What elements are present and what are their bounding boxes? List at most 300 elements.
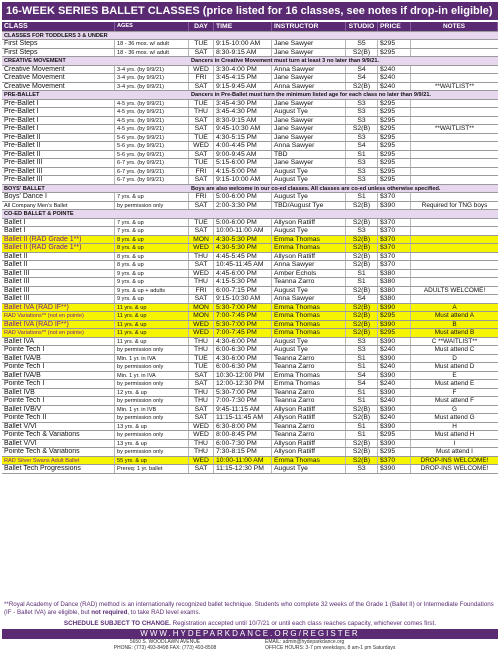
class-time: 6:00-6:30 PM xyxy=(214,363,272,371)
column-header-notes: NOTES xyxy=(411,22,498,31)
class-time: 10:45-11:45 AM xyxy=(214,261,272,269)
table-row xyxy=(2,397,498,406)
class-studio: S3 xyxy=(346,134,378,142)
class-name: Ballet IVA/B xyxy=(2,372,115,380)
table-row xyxy=(2,270,498,279)
class-day: WED xyxy=(189,431,214,439)
class-time: 7:30-8:15 PM xyxy=(214,448,272,456)
class-price: $390 xyxy=(378,423,411,431)
class-ages: 11 yrs. & up xyxy=(115,321,189,329)
class-day: THU xyxy=(189,338,214,346)
class-instructor: Anna Sawyer xyxy=(272,83,346,91)
class-name: Pointe Tech II xyxy=(2,414,115,422)
class-studio: S2(B) xyxy=(346,236,378,244)
class-name: All Company Men's Ballet xyxy=(2,202,115,210)
class-time: 4:45-5:45 PM xyxy=(214,253,272,261)
class-price: $380 xyxy=(378,278,411,286)
class-name: Ballet V/VI xyxy=(2,423,115,431)
class-price: $370 xyxy=(378,261,411,269)
class-price: $240 xyxy=(378,74,411,82)
class-ages: 5-6 yrs. (by 9/9/21) xyxy=(115,151,189,159)
class-ages: 55 yrs. & up xyxy=(115,457,189,465)
class-time: 5:00-6:00 PM xyxy=(214,219,272,227)
class-day: SAT xyxy=(189,125,214,133)
table-row xyxy=(2,202,498,211)
class-studio: S3 xyxy=(346,176,378,184)
class-time: 7:00-7:30 PM xyxy=(214,397,272,405)
table-row xyxy=(2,261,498,270)
class-ages: 4-5 yrs. (by 9/9/21) xyxy=(115,100,189,108)
class-name: Pre-Ballet II xyxy=(2,142,115,150)
class-day: TUE xyxy=(189,363,214,371)
class-time: 9:15-10:00 AM xyxy=(214,176,272,184)
class-notes: C **WAITLIST** xyxy=(431,337,478,345)
table-row xyxy=(2,312,498,321)
class-name: Pointe Tech I xyxy=(2,363,115,371)
class-ages: 11 yrs. & up xyxy=(115,338,189,346)
class-day: WED xyxy=(189,270,214,278)
class-time: 5:30-7:00 PM xyxy=(214,321,272,329)
class-instructor: Emma Thomas xyxy=(272,304,346,312)
class-studio: S4 xyxy=(346,295,378,303)
column-header-ages: AGES xyxy=(115,22,189,31)
table-row xyxy=(2,151,498,160)
class-name: Creative Movement xyxy=(2,66,115,74)
class-studio: S2(B) xyxy=(346,125,378,133)
class-studio: S4 xyxy=(346,142,378,150)
class-price: $295 xyxy=(378,117,411,125)
class-price: $370 xyxy=(378,236,411,244)
class-name: Ballet II (RAD Grade 1**) xyxy=(2,236,115,244)
column-header-class: CLASS xyxy=(2,22,115,31)
class-instructor: Teanna Zarro xyxy=(272,431,346,439)
class-instructor: Teanna Zarro xyxy=(272,278,346,286)
class-time: 5:30-7:00 PM xyxy=(214,389,272,397)
table-row xyxy=(2,414,498,423)
class-name: Ballet IVA (RAD IF**) xyxy=(2,321,115,329)
class-name: Pre-Ballet III xyxy=(2,168,115,176)
class-instructor: Jane Sawyer xyxy=(272,100,346,108)
class-studio: S1 xyxy=(346,431,378,439)
table-body xyxy=(2,32,498,474)
table-row xyxy=(2,304,498,313)
class-ages: 13 yrs. & up xyxy=(115,423,189,431)
class-day: THU xyxy=(189,440,214,448)
table-row xyxy=(2,329,498,338)
class-time: 9:15-10:00 AM xyxy=(214,40,272,48)
class-name: Pre-Ballet I xyxy=(2,100,115,108)
email[interactable]: EMAIL: admin@hydeparkdance.org xyxy=(265,639,345,645)
class-notes: DROP-INS WELCOME! xyxy=(420,456,489,464)
class-instructor: Jane Sawyer xyxy=(272,74,346,82)
class-notes: D xyxy=(452,354,457,362)
table-row xyxy=(2,83,498,92)
class-time: 4:00-4:45 PM xyxy=(214,142,272,150)
class-studio: S1 xyxy=(346,270,378,278)
schedule-notice-heading: SCHEDULE SUBJECT TO CHANGE. xyxy=(63,620,171,627)
class-instructor: Allyson Ratliff xyxy=(272,253,346,261)
footnote-text: **Royal Academy of Dance (RAD) method is an internationally recognized ballet technique. Students who complete 32 weeks of the Grade 1 (Ballet II) or Intermediate Foundations (IF - Ballet IVA) are eligible, but xyxy=(4,601,494,616)
class-studio: S4 xyxy=(346,66,378,74)
class-time: 7:00-7:45 PM xyxy=(214,312,272,320)
class-instructor: Emma Thomas xyxy=(272,457,346,465)
office-hours: OFFICE HOURS: 3-7 pm weekdays, 8 am-1 pm Saturdays xyxy=(265,645,396,651)
class-time: 10:00-11:00 AM xyxy=(214,227,272,235)
class-name: Ballet IVA/B xyxy=(2,355,115,363)
class-price: $390 xyxy=(378,202,411,210)
table-row xyxy=(2,125,498,134)
class-ages: 3-4 yrs. (by 9/9/21) xyxy=(115,83,189,91)
class-instructor: Emma Thomas xyxy=(272,244,346,252)
class-studio: S3 xyxy=(346,100,378,108)
class-name: Ballet I xyxy=(2,227,115,235)
column-header-row xyxy=(2,22,498,32)
class-day: SAT xyxy=(189,151,214,159)
class-ages: by permission only xyxy=(115,202,189,210)
class-price: $295 xyxy=(378,100,411,108)
class-time: 3:45-4:30 PM xyxy=(214,100,272,108)
class-ages: 13 yrs. & up xyxy=(115,440,189,448)
register-website-link[interactable]: WWW.HYDEPARKDANCE.ORG/REGISTER xyxy=(2,629,498,639)
class-studio: S2(B) xyxy=(346,312,378,320)
class-day: SAT xyxy=(189,414,214,422)
class-price: $295 xyxy=(378,448,411,456)
table-row xyxy=(2,346,498,355)
table-row xyxy=(2,193,498,202)
class-studio: S2(B) xyxy=(346,202,378,210)
schedule-notice-text: Registration accepted until 10/7/21 or until each class reaches capacity, whichever comes first. xyxy=(172,620,437,627)
class-ages: 11 yrs. & up xyxy=(115,329,189,337)
class-notes: Must attend F xyxy=(434,397,475,404)
class-instructor: Anna Sawyer xyxy=(272,142,346,150)
class-notes xyxy=(411,151,498,159)
class-ages: by permission only xyxy=(115,380,189,388)
class-notes xyxy=(411,176,498,184)
class-name: Ballet IVB/V xyxy=(2,406,115,414)
class-time: 4:30-5:30 PM xyxy=(214,244,272,252)
section-title: BOYS' BALLET xyxy=(4,185,45,192)
class-notes xyxy=(411,134,498,142)
class-name: First Steps xyxy=(2,40,115,48)
section-header-row xyxy=(2,210,498,219)
table-row xyxy=(2,465,498,474)
class-price: $295 xyxy=(378,176,411,184)
class-notes xyxy=(411,236,498,244)
class-time: 4:45-6:00 PM xyxy=(214,270,272,278)
address: 5650 S. WOODLAWN AVENUE xyxy=(129,639,201,645)
class-instructor: Jane Sawyer xyxy=(272,49,346,57)
table-row xyxy=(2,372,498,381)
class-studio: S3 xyxy=(346,159,378,167)
class-day: WED xyxy=(189,423,214,431)
class-ages: 3-4 yrs. (by 9/9/21) xyxy=(115,74,189,82)
class-notes xyxy=(411,295,498,303)
table-row xyxy=(2,457,498,466)
class-time: 8:30-9:15 AM xyxy=(214,117,272,125)
class-day: SAT xyxy=(189,295,214,303)
class-studio: S1 xyxy=(346,389,378,397)
class-price: $370 xyxy=(378,227,411,235)
class-day: TUE xyxy=(189,40,214,48)
column-header-time: TIME xyxy=(214,22,272,31)
class-instructor: Allyson Ratliff xyxy=(272,448,346,456)
class-price: $295 xyxy=(378,312,411,320)
class-ages: 9 yrs. & up xyxy=(115,295,189,303)
class-studio: S2(B) xyxy=(346,414,378,422)
class-ages: 11 yrs. & up xyxy=(115,304,189,312)
class-time: 4:15-5:30 PM xyxy=(214,278,272,286)
class-day: SAT xyxy=(189,227,214,235)
table-row xyxy=(2,431,498,440)
class-ages: by permission only xyxy=(115,397,189,405)
table-row xyxy=(2,244,498,253)
class-price: $370 xyxy=(378,219,411,227)
class-instructor: Teanna Zarro xyxy=(272,363,346,371)
class-day: SAT xyxy=(189,202,214,210)
class-ages: 4-5 yrs. (by 9/9/21) xyxy=(115,117,189,125)
class-name: Ballet IVB xyxy=(2,389,115,397)
class-ages: Min. 1 yr. in IVA xyxy=(115,372,189,380)
class-ages: 11 yrs. & up xyxy=(115,312,189,320)
class-name: First Steps xyxy=(2,49,115,57)
column-header-price: PRICE xyxy=(378,22,411,31)
class-notes: Must attend G xyxy=(434,414,475,421)
class-day: SAT xyxy=(189,117,214,125)
class-instructor: Allyson Ratliff xyxy=(272,440,346,448)
class-day: MON xyxy=(189,312,214,320)
class-notes: **WAITLIST** xyxy=(434,125,475,132)
class-notes: I xyxy=(453,439,456,447)
class-time: 4:30-6:00 PM xyxy=(214,338,272,346)
class-price: $240 xyxy=(378,66,411,74)
table-row xyxy=(2,448,498,457)
class-studio: S3 xyxy=(346,108,378,116)
class-name: Pointe Tech & Variations xyxy=(2,431,115,439)
class-studio: S5 xyxy=(346,40,378,48)
footnote-emphasis: not required xyxy=(91,609,128,616)
class-name: Creative Movement xyxy=(2,74,115,82)
section-note: Dancers in Creative Movement must turn at least 3 no later than 9/9/21. xyxy=(191,58,380,64)
class-instructor: TBD xyxy=(272,151,346,159)
class-ages: 12 yrs. & up xyxy=(115,389,189,397)
section-note: Dancers in Pre-Ballet must turn the minimum listed age for each class no later than 9/9/21. xyxy=(191,92,431,98)
class-ages: by permission only xyxy=(115,346,189,354)
class-name: Pointe Tech I xyxy=(2,397,115,405)
class-ages: 8 yrs. & up xyxy=(115,244,189,252)
schedule-notice xyxy=(4,620,496,627)
class-name: Ballet II xyxy=(2,253,115,261)
class-name: Ballet II (RAD Grade 1**) xyxy=(2,244,115,252)
table-row xyxy=(2,236,498,245)
class-studio: S2(B) xyxy=(346,329,378,337)
class-studio: S2(B) xyxy=(346,219,378,227)
class-name: Ballet I xyxy=(2,219,115,227)
class-price: $390 xyxy=(378,440,411,448)
class-day: SAT xyxy=(189,83,214,91)
section-header-row xyxy=(2,32,498,41)
class-day: THU xyxy=(189,108,214,116)
contact-address-block xyxy=(115,639,215,651)
class-day: WED xyxy=(189,321,214,329)
class-ages: by permission only xyxy=(115,431,189,439)
class-studio: S3 xyxy=(346,338,378,346)
class-instructor: Jane Sawyer xyxy=(272,40,346,48)
class-ages: 3-4 yrs. (by 9/9/21) xyxy=(115,66,189,74)
class-notes: A xyxy=(452,303,457,311)
class-studio: S2(B) xyxy=(346,457,378,465)
class-ages: by permission only xyxy=(115,414,189,422)
class-instructor: Teanna Zarro xyxy=(272,389,346,397)
table-row xyxy=(2,338,498,347)
section-title: CLASSES FOR TODDLERS 3 & UNDER xyxy=(4,32,108,39)
class-price: $295 xyxy=(378,49,411,57)
class-time: 9:15-9:45 AM xyxy=(214,83,272,91)
class-day: FRI xyxy=(189,287,214,295)
class-studio: S4 xyxy=(346,380,378,388)
class-time: 4:30-5:30 PM xyxy=(214,236,272,244)
class-name: Pre-Ballet I xyxy=(2,117,115,125)
class-price: $295 xyxy=(378,108,411,116)
class-time: 3:30-4:00 PM xyxy=(214,66,272,74)
class-instructor: Anna Sawyer xyxy=(272,261,346,269)
class-notes: Must attend D xyxy=(434,363,475,370)
class-name: Ballet III xyxy=(2,287,115,295)
class-instructor: August Tye xyxy=(272,227,346,235)
table-row xyxy=(2,389,498,398)
class-day: MON xyxy=(189,236,214,244)
class-instructor: Jane Sawyer xyxy=(272,125,346,133)
table-row xyxy=(2,66,498,75)
class-day: THU xyxy=(189,389,214,397)
class-notes xyxy=(411,142,498,150)
class-price: $390 xyxy=(378,465,411,473)
class-time: 9:45-11:15 AM xyxy=(214,406,272,414)
class-price: $390 xyxy=(378,355,411,363)
class-name: Ballet III xyxy=(2,278,115,286)
class-name: Ballet Tech Progressions xyxy=(2,465,115,473)
table-row xyxy=(2,168,498,177)
class-time: 11:15-12:30 PM xyxy=(214,465,272,473)
class-day: MON xyxy=(189,304,214,312)
class-instructor: Emma Thomas xyxy=(272,321,346,329)
table-row xyxy=(2,108,498,117)
class-day: TUE xyxy=(189,134,214,142)
class-notes: Must attend H xyxy=(434,431,475,438)
class-day: SAT xyxy=(189,372,214,380)
class-notes: F xyxy=(452,388,457,396)
class-price: $240 xyxy=(378,83,411,91)
class-day: SAT xyxy=(189,49,214,57)
class-studio: S1 xyxy=(346,355,378,363)
class-notes: Required for TNG boys xyxy=(421,201,488,209)
section-title: CREATIVE MOVEMENT xyxy=(4,58,66,64)
class-studio: S3 xyxy=(346,465,378,473)
class-notes xyxy=(411,66,498,74)
class-studio: S1 xyxy=(346,397,378,405)
class-notes: DROP-INS WELCOME! xyxy=(420,465,489,472)
class-name: Pointe Tech I xyxy=(2,380,115,388)
class-studio: S4 xyxy=(346,74,378,82)
class-day: WED xyxy=(189,66,214,74)
footnote-end: , to take RAD level exams. xyxy=(127,609,201,616)
class-price: $295 xyxy=(378,168,411,176)
class-notes: Must attend E xyxy=(434,380,475,387)
class-ages: 5-6 yrs. (by 9/9/21) xyxy=(115,134,189,142)
class-instructor: Anna Sawyer xyxy=(272,295,346,303)
class-studio: S2(B) xyxy=(346,287,378,295)
table-row xyxy=(2,321,498,330)
class-notes: ADULTS WELCOME! xyxy=(423,286,486,294)
class-notes xyxy=(411,278,498,286)
class-notes xyxy=(411,100,498,108)
class-ages: 9 yrs. & up + adults xyxy=(115,287,189,295)
class-time: 10:30-12:00 PM xyxy=(214,372,272,380)
class-studio: S4 xyxy=(346,372,378,380)
phone-fax: PHONE: (773) 493-8498 FAX: (773) 493-8508 xyxy=(113,645,217,651)
class-day: TUE xyxy=(189,100,214,108)
class-notes: **WAITLIST** xyxy=(434,82,475,90)
class-instructor: August Tye xyxy=(272,338,346,346)
class-notes xyxy=(411,117,498,125)
class-studio: S2(B) xyxy=(346,49,378,57)
class-instructor: Jane Sawyer xyxy=(272,159,346,167)
class-notes: Must attend B xyxy=(434,329,475,336)
class-notes xyxy=(411,159,498,167)
class-name: RAD Variations** (not en pointe) xyxy=(2,329,115,337)
table-row xyxy=(2,253,498,262)
class-ages: 7 yrs. & up xyxy=(115,219,189,227)
class-notes xyxy=(411,49,498,57)
class-instructor: Emma Thomas xyxy=(272,329,346,337)
class-day: TUE xyxy=(189,355,214,363)
class-time: 6:00-7:15 PM xyxy=(214,287,272,295)
class-time: 6:00-6:30 PM xyxy=(214,346,272,354)
page-title: 16-WEEK SERIES BALLET CLASSES (price listed for 16 classes, see notes if drop-in eligible) xyxy=(2,2,498,20)
class-ages: 6-7 yrs. (by 9/9/21) xyxy=(115,176,189,184)
class-time: 2:00-3:30 PM xyxy=(214,202,272,210)
class-day: WED xyxy=(189,457,214,465)
contact-email-block xyxy=(265,639,395,651)
section-title: PRE-BALLET xyxy=(4,92,40,98)
class-day: THU xyxy=(189,448,214,456)
class-day: FRI xyxy=(189,168,214,176)
table-row xyxy=(2,406,498,415)
class-time: 9:45-10:30 AM xyxy=(214,125,272,133)
column-header-day: DAY xyxy=(189,22,214,31)
class-name: Ballet III xyxy=(2,295,115,303)
class-instructor: August Tye xyxy=(272,168,346,176)
class-day: WED xyxy=(189,329,214,337)
class-instructor: Amber Echols xyxy=(272,270,346,278)
class-time: 8:30-9:15 AM xyxy=(214,49,272,57)
class-name: Pointe Tech I xyxy=(2,346,115,354)
class-price: $295 xyxy=(378,40,411,48)
class-price: $370 xyxy=(378,193,411,201)
class-notes xyxy=(411,270,498,278)
class-notes: B xyxy=(452,320,457,328)
class-ages: 6-7 yrs. (by 9/9/21) xyxy=(115,168,189,176)
class-studio: S2(B) xyxy=(346,261,378,269)
class-studio: S2(B) xyxy=(346,244,378,252)
class-studio: S1 xyxy=(346,278,378,286)
class-notes xyxy=(411,40,498,48)
class-day: SAT xyxy=(189,406,214,414)
class-notes xyxy=(411,261,498,269)
class-price: $370 xyxy=(378,253,411,261)
column-header-studio: STUDIO xyxy=(346,22,378,31)
class-ages: 7 yrs. & up xyxy=(115,193,189,201)
rad-footnote xyxy=(4,601,496,617)
